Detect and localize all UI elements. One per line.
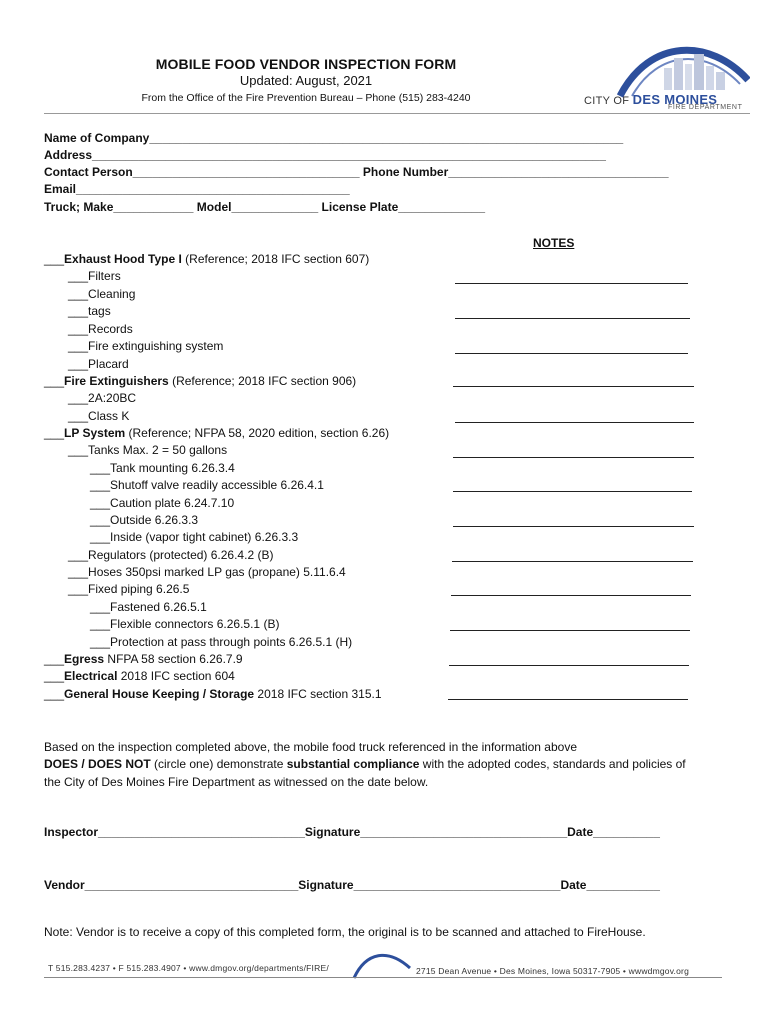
check-flexible-connectors[interactable]: ___Flexible connectors 6.26.5.1 (B): [90, 617, 280, 631]
notes-line[interactable]: [455, 353, 688, 354]
check-fire-ext-system[interactable]: ___Fire extinguishing system: [68, 339, 224, 353]
logo-department-text: FIRE DEPARTMENT: [668, 104, 743, 111]
notes-line[interactable]: [449, 665, 689, 666]
check-tank-mounting[interactable]: ___Tank mounting 6.26.3.4: [90, 461, 235, 475]
notes-line[interactable]: [451, 595, 691, 596]
check-cleaning[interactable]: ___Cleaning: [68, 287, 136, 301]
notes-line[interactable]: [455, 422, 694, 423]
company-name-field[interactable]: Name of Company_______________________________________________________________________: [44, 131, 624, 145]
notes-line[interactable]: [453, 491, 692, 492]
check-shutoff-valve[interactable]: ___Shutoff valve readily accessible 6.26.4.1: [90, 478, 324, 492]
updated-date: Updated: August, 2021: [239, 73, 373, 88]
check-outside[interactable]: ___Outside 6.26.3.3: [90, 513, 199, 527]
check-caution-plate[interactable]: ___Caution plate 6.24.7.10: [90, 496, 235, 510]
vendor-copy-note: Note: Vendor is to receive a copy of this completed form, the original is to be scanned and attached to FireHouse.: [44, 925, 646, 939]
check-placard[interactable]: ___Placard: [68, 357, 129, 371]
check-records[interactable]: ___Records: [68, 322, 133, 336]
address-field[interactable]: Address_____________________________________________________________________________: [44, 148, 606, 162]
check-hoses[interactable]: ___Hoses 350psi marked LP gas (propane) 5.11.6.4: [68, 565, 346, 579]
contact-phone-field[interactable]: Contact Person__________________________________ Phone Number_________________________________: [44, 165, 669, 179]
form-title: MOBILE FOOD VENDOR INSPECTION FORM: [155, 56, 457, 72]
check-electrical[interactable]: ___Electrical 2018 IFC section 604: [44, 669, 235, 683]
notes-line[interactable]: [455, 318, 690, 319]
check-protection[interactable]: ___Protection at pass through points 6.26.5.1 (H): [90, 635, 353, 649]
check-fire-extinguishers[interactable]: ___Fire Extinguishers (Reference; 2018 IFC section 906): [44, 374, 357, 388]
header-divider: [44, 113, 750, 114]
notes-line[interactable]: [448, 699, 688, 700]
check-inside[interactable]: ___Inside (vapor tight cabinet) 6.26.3.3: [90, 530, 299, 544]
notes-heading: NOTES: [533, 236, 575, 250]
check-2a20bc[interactable]: ___2A:20BC: [68, 391, 137, 405]
check-filters[interactable]: ___Filters: [68, 269, 121, 283]
check-fixed-piping[interactable]: ___Fixed piping 6.26.5: [68, 582, 190, 596]
check-class-k[interactable]: ___Class K: [68, 409, 130, 423]
check-egress[interactable]: ___Egress NFPA 58 section 6.26.7.9: [44, 652, 243, 666]
footer-contact: T 515.283.4237 • F 515.283.4907 • www.dmgov.org/departments/FIRE/: [48, 963, 329, 973]
vendor-signature-line[interactable]: Vendor________________________________Signature_______________________________Date___________: [44, 878, 660, 892]
check-tags[interactable]: ___tags: [68, 304, 111, 318]
check-lp-system[interactable]: ___LP System (Reference; NFPA 58, 2020 edition, section 6.26): [44, 426, 390, 440]
notes-line[interactable]: [450, 630, 690, 631]
footer-address: 2715 Dean Avenue • Des Moines, Iowa 50317-7905 • wwwdmgov.org: [416, 966, 689, 976]
check-tanks[interactable]: ___Tanks Max. 2 = 50 gallons: [68, 443, 228, 457]
check-fastened[interactable]: ___Fastened 6.26.5.1: [90, 600, 207, 614]
statement-line-3: the City of Des Moines Fire Department as witnessed on the date below.: [44, 775, 429, 789]
notes-line[interactable]: [453, 457, 694, 458]
inspector-signature-line[interactable]: Inspector_______________________________Signature_______________________________Date__________: [44, 825, 660, 839]
check-exhaust-hood[interactable]: ___Exhaust Hood Type I (Reference; 2018 IFC section 607): [44, 252, 370, 266]
notes-line[interactable]: [453, 386, 694, 387]
statement-line-2: DOES / DOES NOT (circle one) demonstrate substantial compliance with the adopted codes, standards and policies of: [44, 757, 686, 771]
footer-arch-icon: [352, 948, 412, 980]
truck-field[interactable]: Truck; Make____________ Model_____________ License Plate_____________: [44, 200, 486, 214]
office-phone-line: From the Office of the Fire Prevention Bureau – Phone (515) 283-4240: [141, 92, 471, 104]
notes-line[interactable]: [452, 561, 693, 562]
notes-line[interactable]: [453, 526, 694, 527]
footer-divider: [44, 977, 722, 978]
check-housekeeping[interactable]: ___General House Keeping / Storage 2018 IFC section 315.1: [44, 687, 382, 701]
des-moines-fire-logo: [580, 40, 750, 112]
email-field[interactable]: Email_________________________________________: [44, 182, 350, 196]
notes-line[interactable]: [455, 283, 688, 284]
statement-line-1: Based on the inspection completed above, the mobile food truck referenced in the information above: [44, 740, 577, 754]
logo-city-text: CITY OF DES MOINES: [584, 92, 718, 107]
check-regulators[interactable]: ___Regulators (protected) 6.26.4.2 (B): [68, 548, 274, 562]
